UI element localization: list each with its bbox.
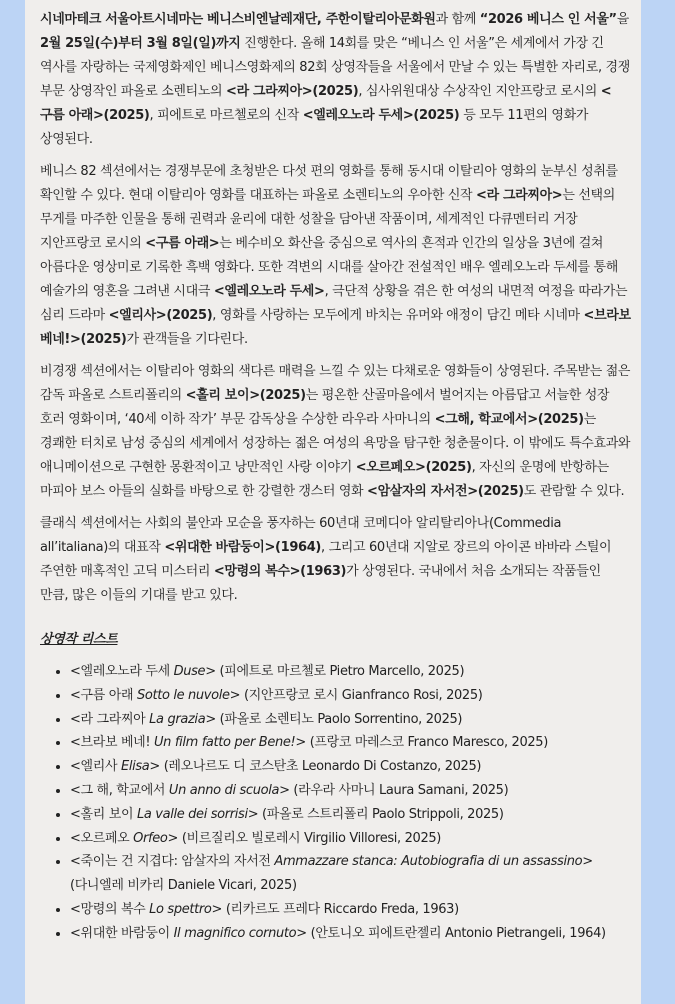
film-list-item: [70, 803, 631, 827]
text-run: 등 모두 11편의 영화가 상영된다.: [40, 108, 589, 147]
bold-text: <엘리사>(2025): [108, 308, 213, 323]
text-run: 는 선택의 무게를 마주한 인물을 통해 권력과 윤리에 대한 성찰을 담아낸 작품이며, 세계적인 다큐멘터리 거장 지안프랑코 로시의: [40, 188, 615, 251]
text-run: 진행한다. 올해 14회를 맞은 “베니스 인 서울”은 세계에서 가장 긴 역사를 자랑하는 국제영화제인 베니스영화제의 82회 상영작들을 서울에서 만날 수 있는 특별한 자리로, 경쟁 부문 상영작인 파올로 소렌티노의: [40, 36, 630, 99]
bold-text: <망령의 복수>(1963): [213, 564, 347, 579]
text-run: , 심사위원대상 수상작인 지안프랑코 로시의: [358, 84, 601, 99]
film-list-item: [70, 660, 631, 684]
bold-text: 시네마테크 서울아트시네마는 베니스비엔날레재단, 주한이탈리아문화원: [40, 12, 436, 27]
bold-text: <오르페오>(2025): [355, 460, 472, 475]
bold-text: <엘레오노라 두세>(2025): [302, 108, 460, 123]
text-run: 는 베수비오 화산을 중심으로 역사의 흔적과 인간의 일상을 3년에 걸쳐 아름다운 영상미로 기록한 흑백 영화다. 또한 격변의 시대를 살아간 전설적인 배우 엘레오노라 두세를 통해 예술가의 영혼을 그려낸 시대극: [40, 236, 618, 299]
bold-text: <라 그라찌아>(2025): [226, 84, 359, 99]
text-run: > (레오나르도 디 코스탄초 Leonardo Di Costanzo, 2025): [149, 759, 482, 775]
text-run: 가 관객들을 기다린다.: [126, 332, 248, 347]
italic-title: Un anno di scuola: [168, 782, 280, 798]
text-run: > (피에트로 마르첼로 Pietro Marcello, 2025): [205, 664, 465, 679]
text-run: <브라보 베네!: [70, 735, 155, 751]
italic-title: Un film fatto per Bene!: [154, 735, 296, 751]
article-panel: [25, 0, 641, 1004]
film-list-item: [70, 755, 631, 779]
text-run: > (안토니오 피에트란젤리 Antonio Pietrangeli, 1964): [296, 925, 606, 941]
article-body: [40, 8, 631, 608]
italic-title: La valle dei sorrisi: [136, 806, 248, 822]
text-run: > (라우라 사마니 Laura Samani, 2025): [279, 782, 509, 798]
text-run: , 극단적 상황을 겪은 한 여성의 내면적 여정을 따라가는 심리 드라마: [40, 284, 628, 323]
film-list-item: [70, 708, 631, 732]
text-run: , 그리고 60년대 지알로 장르의 아이콘 바바라 스틸이 주연한 매혹적인 고딕 미스터리: [40, 540, 612, 579]
paragraph: [40, 512, 631, 608]
italic-title: Lo spettro: [149, 901, 212, 917]
text-run: 클래식 섹션에서는 사회의 불안과 모순을 풍자하는 60년대 코메디아 알리탈리아나(Commedia all’italiana)의 대표작: [40, 516, 562, 555]
italic-title: Duse: [173, 664, 206, 679]
text-run: > (지안프랑코 로시 Gianfranco Rosi, 2025): [229, 687, 483, 703]
bold-text: <브라보 베네!>(2025): [40, 308, 631, 347]
text-run: 을: [616, 12, 629, 27]
film-list-item: [70, 684, 631, 708]
paragraph: [40, 360, 631, 504]
text-run: <엘레오노라 두세: [70, 664, 174, 679]
italic-title: Elisa: [120, 759, 150, 775]
text-run: <오르페오: [70, 830, 134, 846]
film-list-item: [70, 779, 631, 803]
film-list-item: [70, 850, 631, 898]
text-run: > (파올로 소렌티노 Paolo Sorrentino, 2025): [205, 711, 463, 727]
text-run: <그 해, 학교에서: [70, 782, 169, 798]
text-run: > (리카르도 프레다 Riccardo Freda, 1963): [211, 901, 459, 917]
bold-text: <위대한 바람둥이>(1964): [164, 540, 321, 555]
paragraph: [40, 8, 631, 152]
film-list-item: [70, 731, 631, 755]
bold-text: <그해, 학교에서>(2025): [434, 412, 584, 427]
paragraph: [40, 160, 631, 352]
text-run: , 영화를 사랑하는 모두에게 바치는 유머와 애정이 담긴 메타 시네마: [212, 308, 584, 323]
text-run: , 자신의 운명에 반항하는 마피아 보스 아들의 실화를 바탕으로 한 강렬한 갱스터 영화: [40, 460, 609, 499]
text-run: 과 함께: [435, 12, 480, 27]
bold-text: <구름 아래>(2025): [40, 84, 612, 123]
bold-text: “2026 베니스 인 서울”: [479, 12, 617, 27]
text-run: > (프랑코 마레스코 Franco Maresco, 2025): [295, 735, 548, 751]
text-run: 는 경쾌한 터치로 남성 중심의 세계에서 성장하는 젊은 여성의 욕망을 탐구한 청춘물이다. 이 밖에도 특수효과와 애니메이션으로 구현한 몽환적이고 낭만적인 사랑 이야기: [40, 412, 631, 475]
bold-text: <홀리 보이>(2025): [185, 388, 306, 403]
text-run: 가 상영된다. 국내에서 처음 소개되는 작품들인 만큼, 많은 이들의 기대를 받고 있다.: [40, 564, 601, 603]
bold-text: <엘레오노라 두세>: [213, 284, 325, 299]
text-run: 베니스 82 섹션에서는 경쟁부문에 초청받은 다섯 편의 영화를 통해 동시대 이탈리아 영화의 눈부신 성취를 확인할 수 있다. 현대 이탈리아 영화를 대표하는 파올로 소렌티노의 우아한 신작: [40, 164, 618, 203]
text-run: > (비르질리오 빌로레시 Virgilio Villoresi, 2025): [167, 830, 442, 846]
text-run: <망령의 복수: [70, 901, 150, 917]
film-list-item: [70, 898, 631, 922]
italic-title: La grazia: [149, 711, 206, 727]
film-list-item: [70, 922, 631, 946]
text-run: > (다니엘레 비카리 Daniele Vicari, 2025): [70, 854, 593, 894]
bold-text: <암살자의 자서전>(2025): [367, 484, 524, 499]
bold-text: 2월 25일(수)부터 3월 8일(일)까지: [40, 36, 241, 51]
italic-title: Il magnifico cornuto: [173, 925, 297, 941]
bold-text: <구름 아래>: [145, 236, 220, 251]
text-run: <위대한 바람둥이: [70, 925, 174, 941]
film-list: [40, 660, 631, 946]
text-run: <라 그라찌아: [70, 711, 150, 727]
text-run: 도 관람할 수 있다.: [523, 484, 625, 499]
film-list-heading: 상영작 리스트: [40, 632, 118, 647]
text-run: <죽이는 건 지겹다: 암살자의 자서전: [70, 854, 275, 870]
italic-title: Sotto le nuvole: [136, 687, 230, 703]
bold-text: <라 그라찌아>: [476, 188, 563, 203]
text-run: <엘리사: [70, 759, 121, 775]
text-run: 비경쟁 섹션에서는 이탈리아 영화의 색다른 매력을 느낄 수 있는 다채로운 영화들이 상영된다. 주목받는 젊은 감독 파올로 스트리폴리의: [40, 364, 631, 403]
text-run: , 피에트로 마르첼로의 신작: [149, 108, 303, 123]
text-run: > (파올로 스트리폴리 Paolo Strippoli, 2025): [247, 806, 504, 822]
text-run: 는 평온한 산골마을에서 벌어지는 아름답고 서늘한 성장 호러 영화이며, ‘40세 이하 작가’ 부문 감독상을 수상한 라우라 사마니의: [40, 388, 610, 427]
italic-title: Orfeo: [133, 830, 168, 846]
text-run: <구름 아래: [70, 687, 137, 703]
text-run: <홀리 보이: [70, 806, 137, 822]
film-list-item: [70, 827, 631, 851]
italic-title: Ammazzare stanca: Autobiografia di un assassino: [274, 854, 583, 870]
